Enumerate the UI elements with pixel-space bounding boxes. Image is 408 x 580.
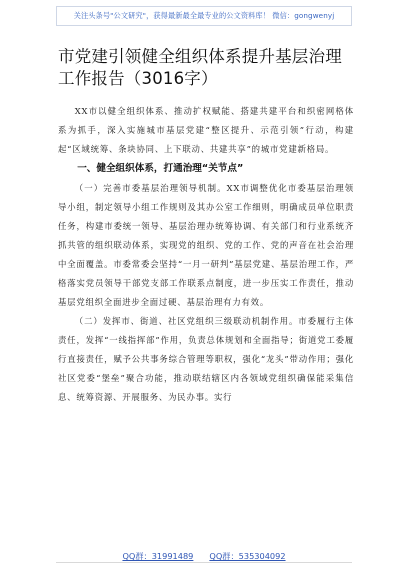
footer-qq-groups <box>0 551 408 562</box>
footer-divider <box>56 562 352 563</box>
qq-group-1-link[interactable]: QQ群：31991489 <box>122 551 194 561</box>
intro-paragraph: XX市以健全组织体系、推动扩权赋能、搭建共建平台和织密网格体系为抓手，深入实施城市基层党建“整区提升、示范引领”行动，构建起“区域统筹、条块协同、上下联动、共建共享”的城市党建新格局。 <box>58 106 354 154</box>
banner-text: 关注头条号"公文研究"，获得最新最全最专业的公文资料库！ 微信：gongwenyj <box>73 11 335 20</box>
section-1-paragraph-1: （一）完善市委基层治理领导机制。XX市调整优化市委基层治理领导小组，制定领导小组工作规则及其办公室工作细则，明确成员单位职责任务，构建市委统一领导、基层治理办统筹协调、有关部门和行业系统齐抓共管的组织联动体系，实现党的组织、党的工作、党的声音在社会治理中全面覆盖。市委常委会坚持“一月一研判”基层党建、基层治理工作，严格落实党员领导干部党支部工作联系点制度，进一步压实工作责任，推动基层党组织全面进步全面过硬、基层治理有力有效。 <box>58 183 354 307</box>
section-1-paragraph-2: （二）发挥市、街道、社区党组织三级联动机制作用。市委履行主体责任，发挥“一线指挥部”作用，负责总体规划和全面指导；街道党工委履行直接责任，赋予公共事务综合管理等职权，强化“龙头”带动作用；强化社区党委“堡垒”聚合功能，推动联结辖区内各领域党组织确保能采集信息、统筹资源、开展服务、为民办事。实行 <box>58 316 354 402</box>
top-banner <box>56 6 352 26</box>
section-1-heading: 一、健全组织体系，打通治理“关节点” <box>77 163 244 174</box>
qq-group-2-link[interactable]: QQ群：535304092 <box>209 551 286 561</box>
document-body <box>58 46 354 407</box>
document-title: 市党建引领健全组织体系提升基层治理工作报告（3016字） <box>58 47 342 88</box>
